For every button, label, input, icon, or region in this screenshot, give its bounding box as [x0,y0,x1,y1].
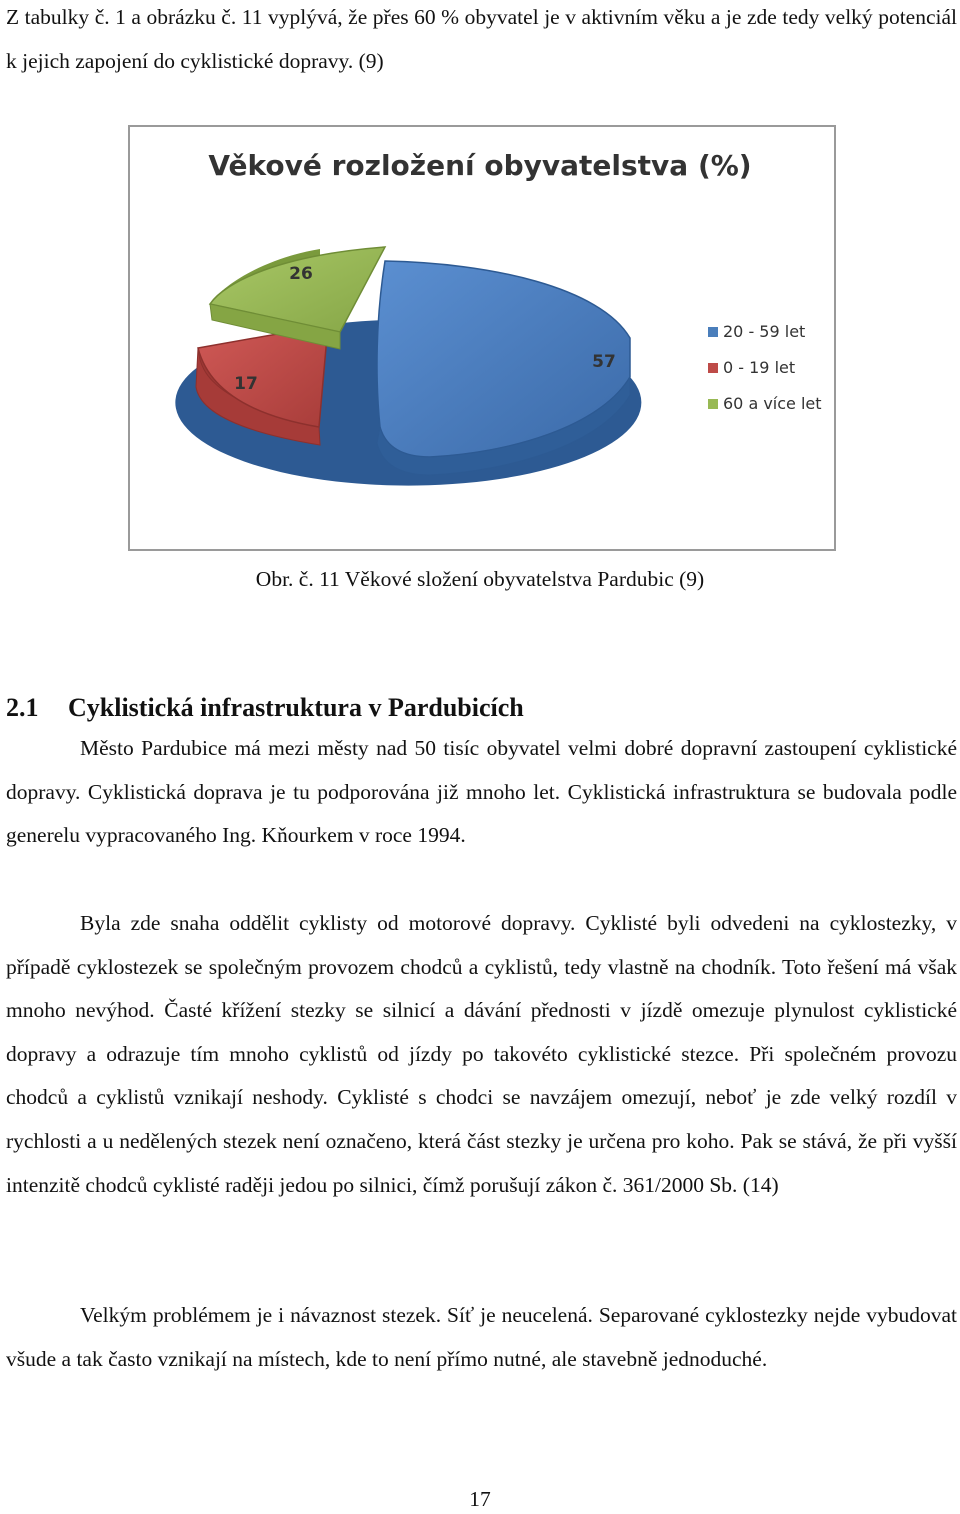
section-title: Cyklistická infrastruktura v Pardubicích [68,693,524,722]
section-number: 2.1 [6,693,39,722]
figure-caption: Obr. č. 11 Věkové složení obyvatelstva Pardubic (9) [255,567,705,591]
pie-chart-figure [128,125,836,551]
legend-label-20-59: 20 - 59 let [723,322,806,341]
intro-paragraph: Z tabulky č. 1 a obrázku č. 11 vyplývá, že přes 60 % obyvatel je v aktivním věku a je zde tedy velký potenciál k jejich zapojení do cyklistické dopravy. (9) [6,5,957,73]
chart-title: Věkové rozložení obyvatelstva (%) [208,149,752,182]
legend-swatch-60-plus [708,399,718,409]
body-paragraph: Velkým problémem je i návaznost stezek. Síť je neucelená. Separované cyklostezky nejde vybudovat všude a tak často vznikají na místech, kde to není přímo nutné, ale stavebně jednoduché. [6,1303,957,1371]
data-label-60-plus: 26 [289,264,313,284]
legend-label-0-19: 0 - 19 let [723,358,796,377]
legend-swatch-20-59 [708,327,718,337]
body-paragraph: Město Pardubice má mezi městy nad 50 tisíc obyvatel velmi dobré dopravní zastoupení cyklistické dopravy. Cyklistická doprava je tu podporována již mnoho let. Cyklistická infrastruktura se budovala podle generelu vypracovaného Ing. Kňourkem v roce 1994. [6,736,957,848]
data-label-20-59: 57 [592,352,616,372]
legend-label-60-plus: 60 a více let [723,394,822,413]
pie-chart [130,127,834,549]
data-label-0-19: 17 [234,374,258,394]
body-paragraph: Byla zde snaha oddělit cyklisty od motorové dopravy. Cyklisté byli odvedeni na cyklostezky, v případě cyklostezek se společným provozem chodců a cyklistů, tedy vlastně na chodník. Toto řešení má však mnoho nevýhod. Časté křížení stezky se silnicí a dávání přednosti v jízdě omezuje plynulost cyklistické dopravy a odrazuje tím mnoho cyklistů od jízdy po takovéto cyklistické stezce. Při společném provozu chodců a cyklistů vznikají neshody. Cyklisté s chodci se navzájem omezují, neboť je zde velký rozdíl v rychlosti a u nedělených stezek není označeno, která část stezky je určena pro koho. Pak se stává, že při vyšší intenzitě chodců cyklisté raději jedou po silnici, čímž porušují zákon č. 361/2000 Sb. (14) [6,911,957,1197]
legend-swatch-0-19 [708,363,718,373]
section-heading [6,688,524,728]
page-number: 17 [469,1487,491,1511]
chart-legend [708,322,822,413]
